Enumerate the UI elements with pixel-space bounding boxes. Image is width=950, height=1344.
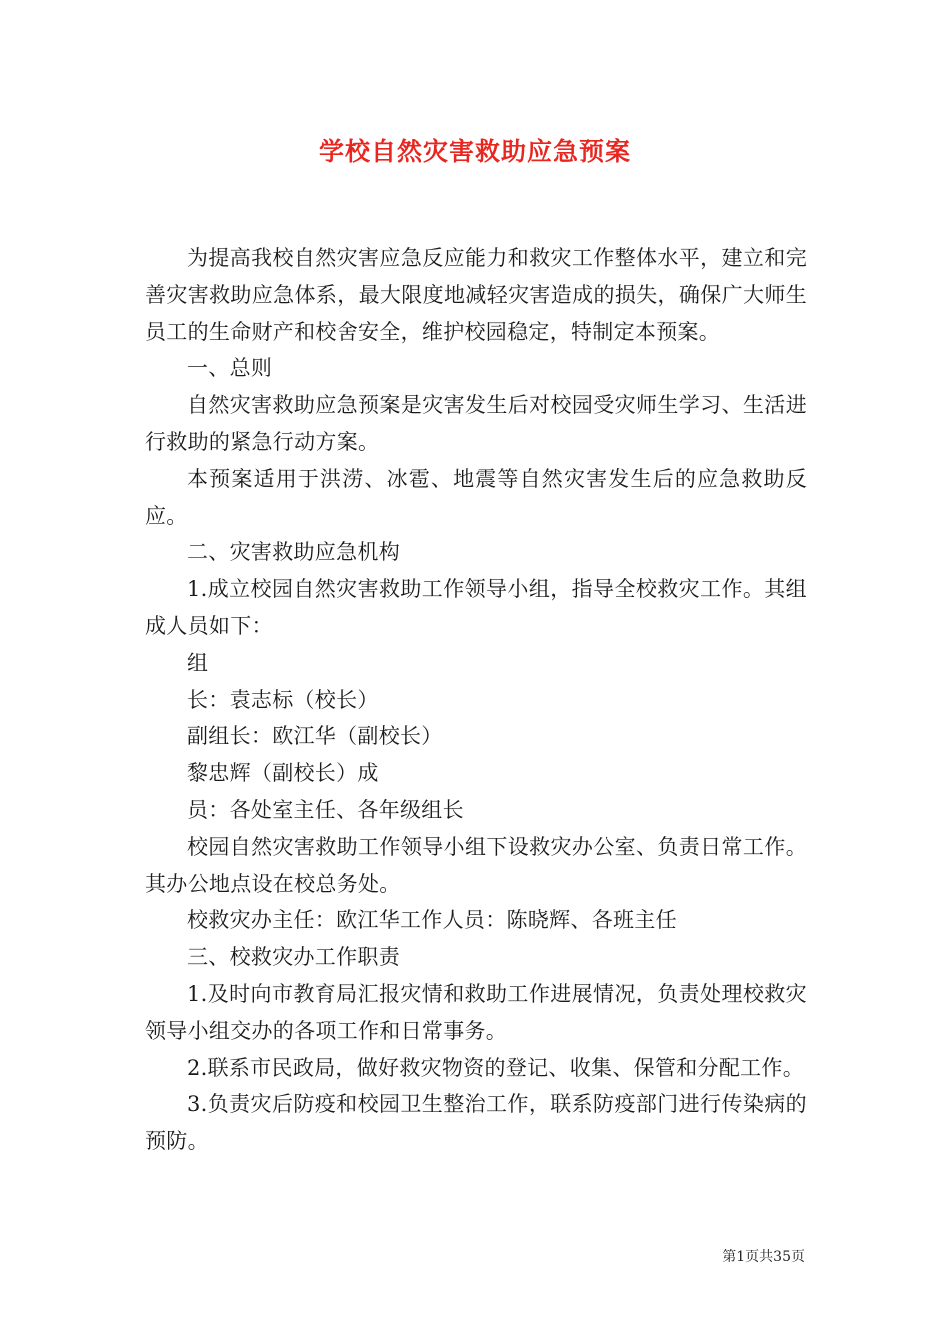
paragraph: 校救灾办主任：欧江华工作人员：陈晓辉、各班主任 xyxy=(187,908,677,933)
paragraph: 黎忠辉（副校长）成 xyxy=(187,761,379,786)
paragraph: 3.负责灾后防疫和校园卫生整治工作，联系防疫部门进行传染病的预防。 xyxy=(145,1092,807,1154)
paragraph: 副组长：欧江华（副校长） xyxy=(187,724,443,749)
paragraph: 长：袁志标（校长） xyxy=(187,687,379,712)
paragraph: 1.成立校园自然灾害救助工作领导小组，指导全校救灾工作。其组成人员如下： xyxy=(145,577,807,638)
paragraph: 为提高我校自然灾害应急反应能力和救灾工作整体水平，建立和完善灾害救助应急体系，最大限度地减轻灾害造成的损失，确保广大师生员工的生命财产和校舍安全，维护校园稳定，特制定本预案。 xyxy=(145,246,807,344)
paragraph: 自然灾害救助应急预案是灾害发生后对校园受灾师生学习、生活进行救助的紧急行动方案。 xyxy=(145,393,807,454)
paragraph: 校园自然灾害救助工作领导小组下设救灾办公室、负责日常工作。其办公地点设在校总务处。 xyxy=(145,834,807,896)
section-heading: 一、总则 xyxy=(187,356,273,381)
paragraph: 1.及时向市教育局汇报灾情和救助工作进展情况，负责处理校救灾领导小组交办的各项工作和日常事务。 xyxy=(145,981,807,1043)
paragraph: 组 xyxy=(187,650,209,675)
page-number: 第1页共35页 xyxy=(722,1249,805,1265)
section-heading: 二、灾害救助应急机构 xyxy=(187,540,400,565)
paragraph: 2.联系市民政局，做好救灾物资的登记、收集、保管和分配工作。 xyxy=(187,1055,805,1080)
paragraph: 员：各处室主任、各年级组长 xyxy=(187,797,464,822)
document-body xyxy=(145,240,807,1160)
paragraph: 本预案适用于洪涝、冰雹、地震等自然灾害发生后的应急救助反应。 xyxy=(145,466,807,528)
section-heading: 三、校救灾办工作职责 xyxy=(187,945,400,970)
document-title: 学校自然灾害救助应急预案 xyxy=(318,137,631,166)
